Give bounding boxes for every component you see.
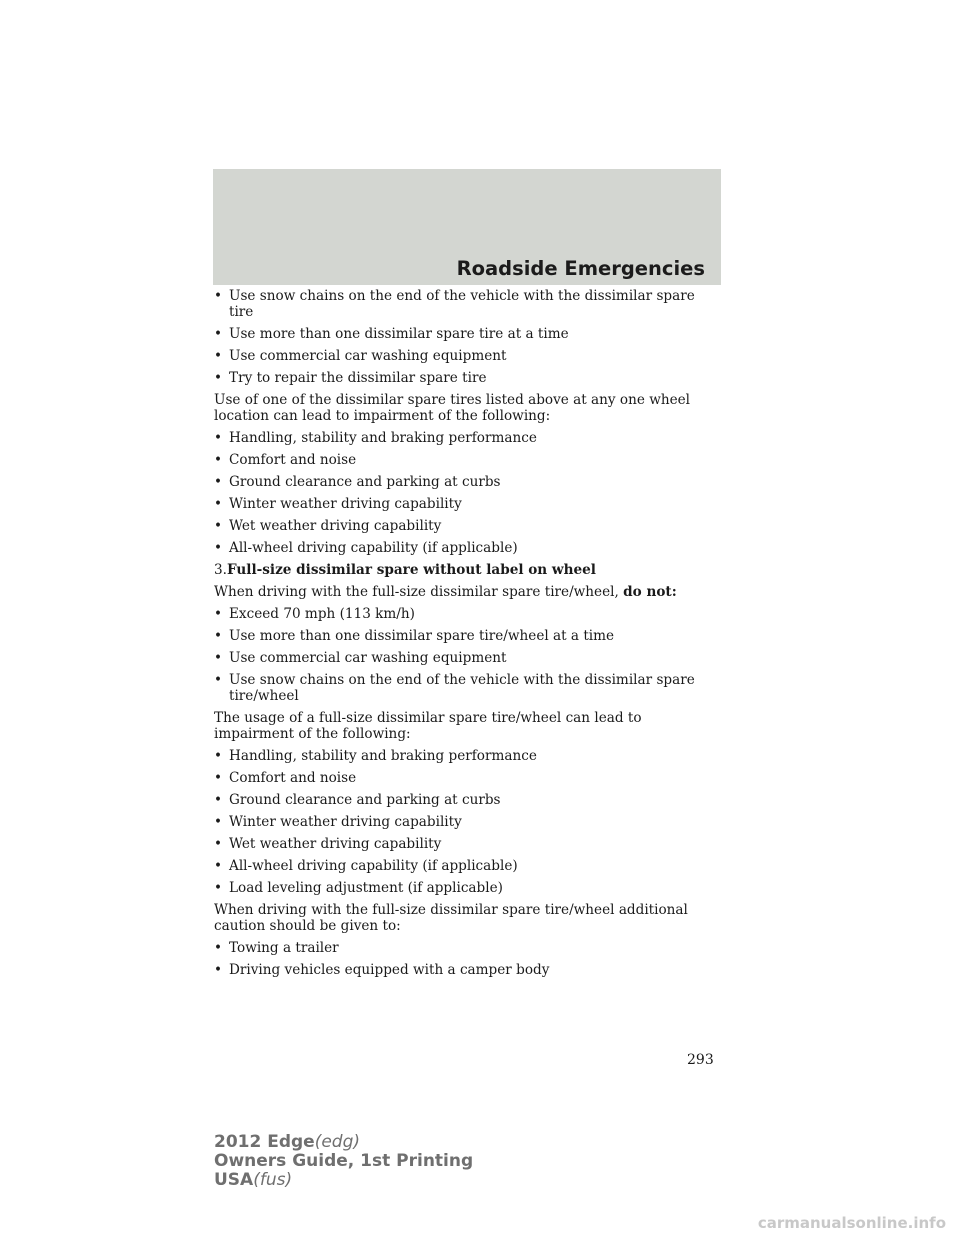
bullet-icon: • — [214, 348, 223, 364]
list-item-text: Winter weather driving capability — [229, 814, 462, 830]
paragraph-emphasis: do not: — [623, 584, 677, 600]
list-item-text: Comfort and noise — [229, 770, 357, 786]
bullet-icon: • — [214, 650, 223, 666]
footer — [214, 1133, 473, 1190]
list-item-text: Use more than one dissimilar spare tire at a time — [229, 326, 569, 342]
watermark: carmanualsonline.info — [757, 1214, 946, 1232]
list-item — [214, 348, 714, 364]
item-title: Full-size dissimilar spare without label on wheel — [226, 562, 596, 578]
section-header-band — [213, 169, 721, 285]
list-item-text: All-wheel driving capability (if applicable) — [229, 858, 518, 874]
bullet-list — [214, 288, 714, 386]
list-item-text: Use snow chains on the end of the vehicle with the dissimilar spare tire/wheel — [229, 672, 695, 704]
list-item-text: Exceed 70 mph (113 km/h) — [229, 606, 415, 622]
bullet-icon: • — [214, 672, 223, 688]
footer-market-code: (fus) — [253, 1170, 293, 1190]
list-item — [214, 672, 714, 704]
list-item — [214, 326, 714, 342]
list-item — [214, 940, 714, 956]
list-item — [214, 628, 714, 644]
list-item-text: Load leveling adjustment (if applicable) — [229, 880, 503, 896]
bullet-icon: • — [214, 496, 223, 512]
list-item — [214, 858, 714, 874]
bullet-icon: • — [214, 836, 223, 852]
bullet-icon: • — [214, 452, 223, 468]
section-title: Roadside Emergencies — [456, 257, 705, 280]
list-item — [214, 748, 714, 764]
bullet-icon: • — [214, 474, 223, 490]
list-item-text: Wet weather driving capability — [229, 836, 442, 852]
bullet-icon: • — [214, 962, 223, 978]
paragraph: Use of one of the dissimilar spare tires listed above at any one wheel location can lead to impairment of the following: — [214, 392, 691, 424]
list-item — [214, 518, 714, 534]
list-item — [214, 496, 714, 512]
page-content — [214, 288, 714, 984]
bullet-icon: • — [214, 518, 223, 534]
footer-model-code: (edg) — [314, 1132, 361, 1152]
list-item — [214, 880, 714, 896]
footer-market: USA — [214, 1170, 254, 1190]
bullet-list — [214, 430, 714, 556]
bullet-icon: • — [214, 748, 223, 764]
bullet-icon: • — [214, 792, 223, 808]
bullet-list — [214, 606, 714, 704]
list-item — [214, 288, 714, 320]
paragraph-text: When driving with the full-size dissimilar spare tire/wheel, — [214, 584, 619, 600]
list-item-text: Use snow chains on the end of the vehicle with the dissimilar spare tire — [229, 288, 695, 320]
list-item — [214, 962, 714, 978]
list-item — [214, 540, 714, 556]
footer-edition: Owners Guide, 1st Printing — [214, 1151, 474, 1171]
bullet-icon: • — [214, 606, 223, 622]
paragraph: When driving with the full-size dissimilar spare tire/wheel additional caution should be given to: — [214, 902, 688, 934]
list-item — [214, 836, 714, 852]
list-item — [214, 792, 714, 808]
bullet-icon: • — [214, 770, 223, 786]
bullet-list — [214, 748, 714, 896]
list-item-text: Handling, stability and braking performance — [229, 748, 537, 764]
paragraph: The usage of a full-size dissimilar spare tire/wheel can lead to impairment of the following: — [214, 710, 642, 742]
list-item — [214, 474, 714, 490]
bullet-icon: • — [214, 326, 223, 342]
footer-model: 2012 Edge — [214, 1132, 315, 1152]
list-item-text: Use more than one dissimilar spare tire/wheel at a time — [229, 628, 615, 644]
list-item-text: Driving vehicles equipped with a camper body — [229, 962, 550, 978]
list-item — [214, 430, 714, 446]
list-item — [214, 370, 714, 386]
list-item — [214, 650, 714, 666]
item-number: 3. — [214, 562, 227, 578]
bullet-icon: • — [214, 940, 223, 956]
numbered-heading — [214, 562, 714, 578]
list-item-text: Wet weather driving capability — [229, 518, 442, 534]
bullet-icon: • — [214, 430, 223, 446]
list-item — [214, 814, 714, 830]
bullet-icon: • — [214, 880, 223, 896]
bullet-icon: • — [214, 540, 223, 556]
list-item-text: Handling, stability and braking performance — [229, 430, 537, 446]
list-item-text: Use commercial car washing equipment — [229, 348, 507, 364]
bullet-icon: • — [214, 628, 223, 644]
list-item — [214, 770, 714, 786]
bullet-icon: • — [214, 288, 223, 304]
list-item-text: Use commercial car washing equipment — [229, 650, 507, 666]
bullet-list — [214, 940, 714, 978]
bullet-icon: • — [214, 814, 223, 830]
list-item-text: Winter weather driving capability — [229, 496, 462, 512]
list-item — [214, 452, 714, 468]
list-item-text: All-wheel driving capability (if applicable) — [229, 540, 518, 556]
page-number: 293 — [687, 1052, 714, 1068]
list-item-text: Ground clearance and parking at curbs — [229, 474, 501, 490]
list-item — [214, 606, 714, 622]
bullet-icon: • — [214, 858, 223, 874]
list-item-text: Ground clearance and parking at curbs — [229, 792, 501, 808]
list-item-text: Towing a trailer — [229, 940, 339, 956]
list-item-text: Comfort and noise — [229, 452, 357, 468]
bullet-icon: • — [214, 370, 223, 386]
paragraph — [214, 584, 714, 600]
list-item-text: Try to repair the dissimilar spare tire — [229, 370, 487, 386]
